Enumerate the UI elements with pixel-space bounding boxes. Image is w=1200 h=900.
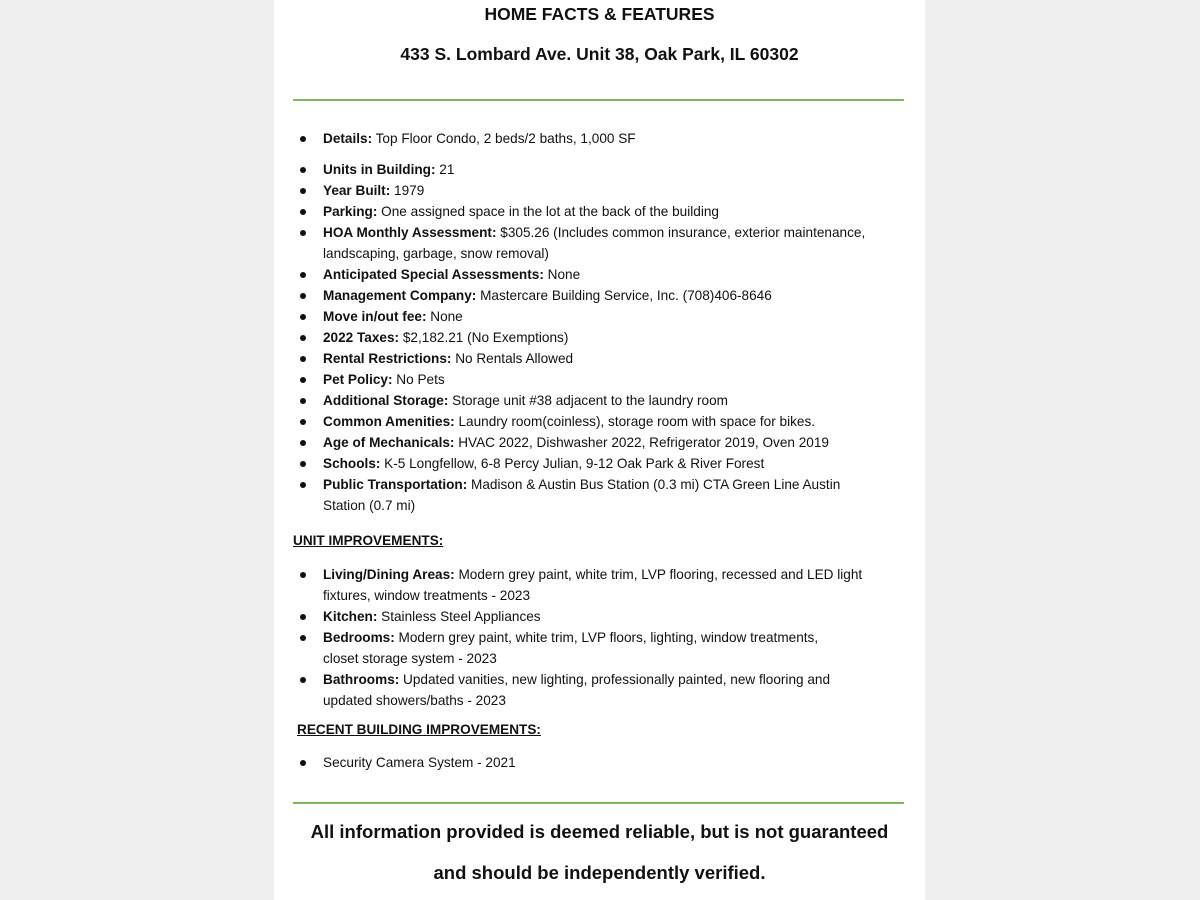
list-item — [296, 264, 926, 285]
fact-value-continued: landscaping, garbage, snow removal) — [323, 246, 549, 261]
bullet-icon — [300, 335, 306, 341]
fact-value: K-5 Longfellow, 6-8 Percy Julian, 9-12 Oak Park & River Forest — [380, 456, 765, 471]
unit-improvements-heading: UNIT IMPROVEMENTS: — [293, 533, 444, 548]
list-item — [296, 474, 926, 516]
bullet-icon — [300, 440, 306, 446]
improvement-value-continued: fixtures, window treatments - 2023 — [323, 588, 531, 603]
details-list — [296, 128, 926, 149]
document-page — [274, 0, 925, 900]
building-improvements-list — [296, 752, 926, 773]
list-item — [296, 201, 926, 222]
fact-value: $2,182.21 (No Exemptions) — [399, 330, 569, 345]
document-title: HOME FACTS & FEATURES — [484, 4, 715, 24]
bullet-icon — [300, 272, 306, 278]
fact-value: None — [543, 267, 581, 282]
list-item — [296, 369, 926, 390]
facts-list — [296, 159, 926, 516]
improvement-label: Bathrooms: — [323, 672, 400, 687]
fact-value: Storage unit #38 adjacent to the laundry room — [448, 393, 728, 408]
fact-label: Common Amenities: — [323, 414, 455, 429]
bullet-icon — [300, 419, 306, 425]
fact-value: HVAC 2022, Dishwasher 2022, Refrigerator 2019, Oven 2019 — [454, 435, 829, 450]
building-improvements-heading: RECENT BUILDING IMPROVEMENTS: — [297, 722, 541, 737]
list-item — [296, 453, 926, 474]
list-item — [296, 411, 926, 432]
list-item — [296, 348, 926, 369]
improvement-value: Updated vanities, new lighting, professionally painted, new flooring and — [399, 672, 831, 687]
list-item — [296, 432, 926, 453]
improvement-value-continued: closet storage system - 2023 — [323, 651, 497, 666]
bullet-icon — [300, 136, 306, 142]
bullet-icon — [300, 314, 306, 320]
bullet-icon — [300, 377, 306, 383]
improvement-label: Bedrooms: — [323, 630, 395, 645]
bullet-icon — [300, 398, 306, 404]
list-item — [296, 159, 926, 180]
fact-label: Additional Storage: — [323, 393, 449, 408]
bullet-icon — [300, 461, 306, 467]
improvement-label: Kitchen: — [323, 609, 378, 624]
fact-value: $305.26 (Includes common insurance, exterior maintenance, — [496, 225, 866, 240]
fact-label: Year Built: — [323, 183, 391, 198]
improvement-value-continued: updated showers/baths - 2023 — [323, 693, 506, 708]
bullet-icon — [300, 230, 306, 236]
bullet-icon — [300, 356, 306, 362]
fact-label: 2022 Taxes: — [323, 330, 400, 345]
divider-bottom — [293, 802, 904, 804]
list-item — [296, 606, 926, 627]
bullet-icon — [300, 167, 306, 173]
fact-label: HOA Monthly Assessment: — [323, 225, 497, 240]
bullet-icon — [300, 760, 306, 766]
list-item — [296, 128, 926, 149]
improvement-label: Living/Dining Areas: — [323, 567, 455, 582]
fact-label: Schools: — [323, 456, 381, 471]
disclaimer-line-1: All information provided is deemed reliable, but is not guaranteed — [310, 821, 889, 842]
improvement-value: Stainless Steel Appliances — [377, 609, 541, 624]
fact-value: One assigned space in the lot at the back of the building — [377, 204, 719, 219]
bullet-icon — [300, 209, 306, 215]
fact-value-continued: Station (0.7 mi) — [323, 498, 416, 513]
fact-value: Top Floor Condo, 2 beds/2 baths, 1,000 SF — [372, 131, 636, 146]
fact-value: 21 — [435, 162, 455, 177]
fact-label: Details: — [323, 131, 373, 146]
improvement-value: Modern grey paint, white trim, LVP floors, lighting, window treatments, — [394, 630, 819, 645]
fact-value: None — [426, 309, 463, 324]
improvement-value: Security Camera System - 2021 — [323, 755, 516, 770]
list-item — [296, 180, 926, 201]
list-item — [296, 390, 926, 411]
bullet-icon — [300, 614, 306, 620]
list-item — [296, 627, 926, 669]
fact-label: Age of Mechanicals: — [323, 435, 455, 450]
list-item — [296, 222, 926, 264]
divider-top — [293, 99, 904, 101]
improvement-value: Modern grey paint, white trim, LVP flooring, recessed and LED light — [454, 567, 863, 582]
fact-label: Parking: — [323, 204, 378, 219]
fact-value: Madison & Austin Bus Station (0.3 mi) CTA Green Line Austin — [467, 477, 841, 492]
bullet-icon — [300, 677, 306, 683]
fact-label: Anticipated Special Assessments: — [323, 267, 544, 282]
fact-label: Public Transportation: — [323, 477, 468, 492]
disclaimer-line-2: and should be independently verified. — [433, 862, 766, 883]
fact-value: 1979 — [390, 183, 425, 198]
list-item — [296, 285, 926, 306]
unit-improvements-list — [296, 564, 926, 711]
fact-value: No Pets — [392, 372, 445, 387]
list-item — [296, 327, 926, 348]
fact-label: Units in Building: — [323, 162, 436, 177]
fact-label: Move in/out fee: — [323, 309, 427, 324]
bullet-icon — [300, 572, 306, 578]
fact-label: Management Company: — [323, 288, 477, 303]
bullet-icon — [300, 482, 306, 488]
fact-value: No Rentals Allowed — [451, 351, 574, 366]
bullet-icon — [300, 188, 306, 194]
bullet-icon — [300, 293, 306, 299]
fact-label: Rental Restrictions: — [323, 351, 452, 366]
fact-value: Mastercare Building Service, Inc. (708)406-8646 — [476, 288, 772, 303]
list-item — [296, 306, 926, 327]
list-item — [296, 564, 926, 606]
fact-value: Laundry room(coinless), storage room with space for bikes. — [454, 414, 816, 429]
list-item — [296, 669, 926, 711]
bullet-icon — [300, 635, 306, 641]
list-item — [296, 752, 926, 773]
fact-label: Pet Policy: — [323, 372, 393, 387]
property-address: 433 S. Lombard Ave. Unit 38, Oak Park, IL 60302 — [400, 44, 799, 64]
